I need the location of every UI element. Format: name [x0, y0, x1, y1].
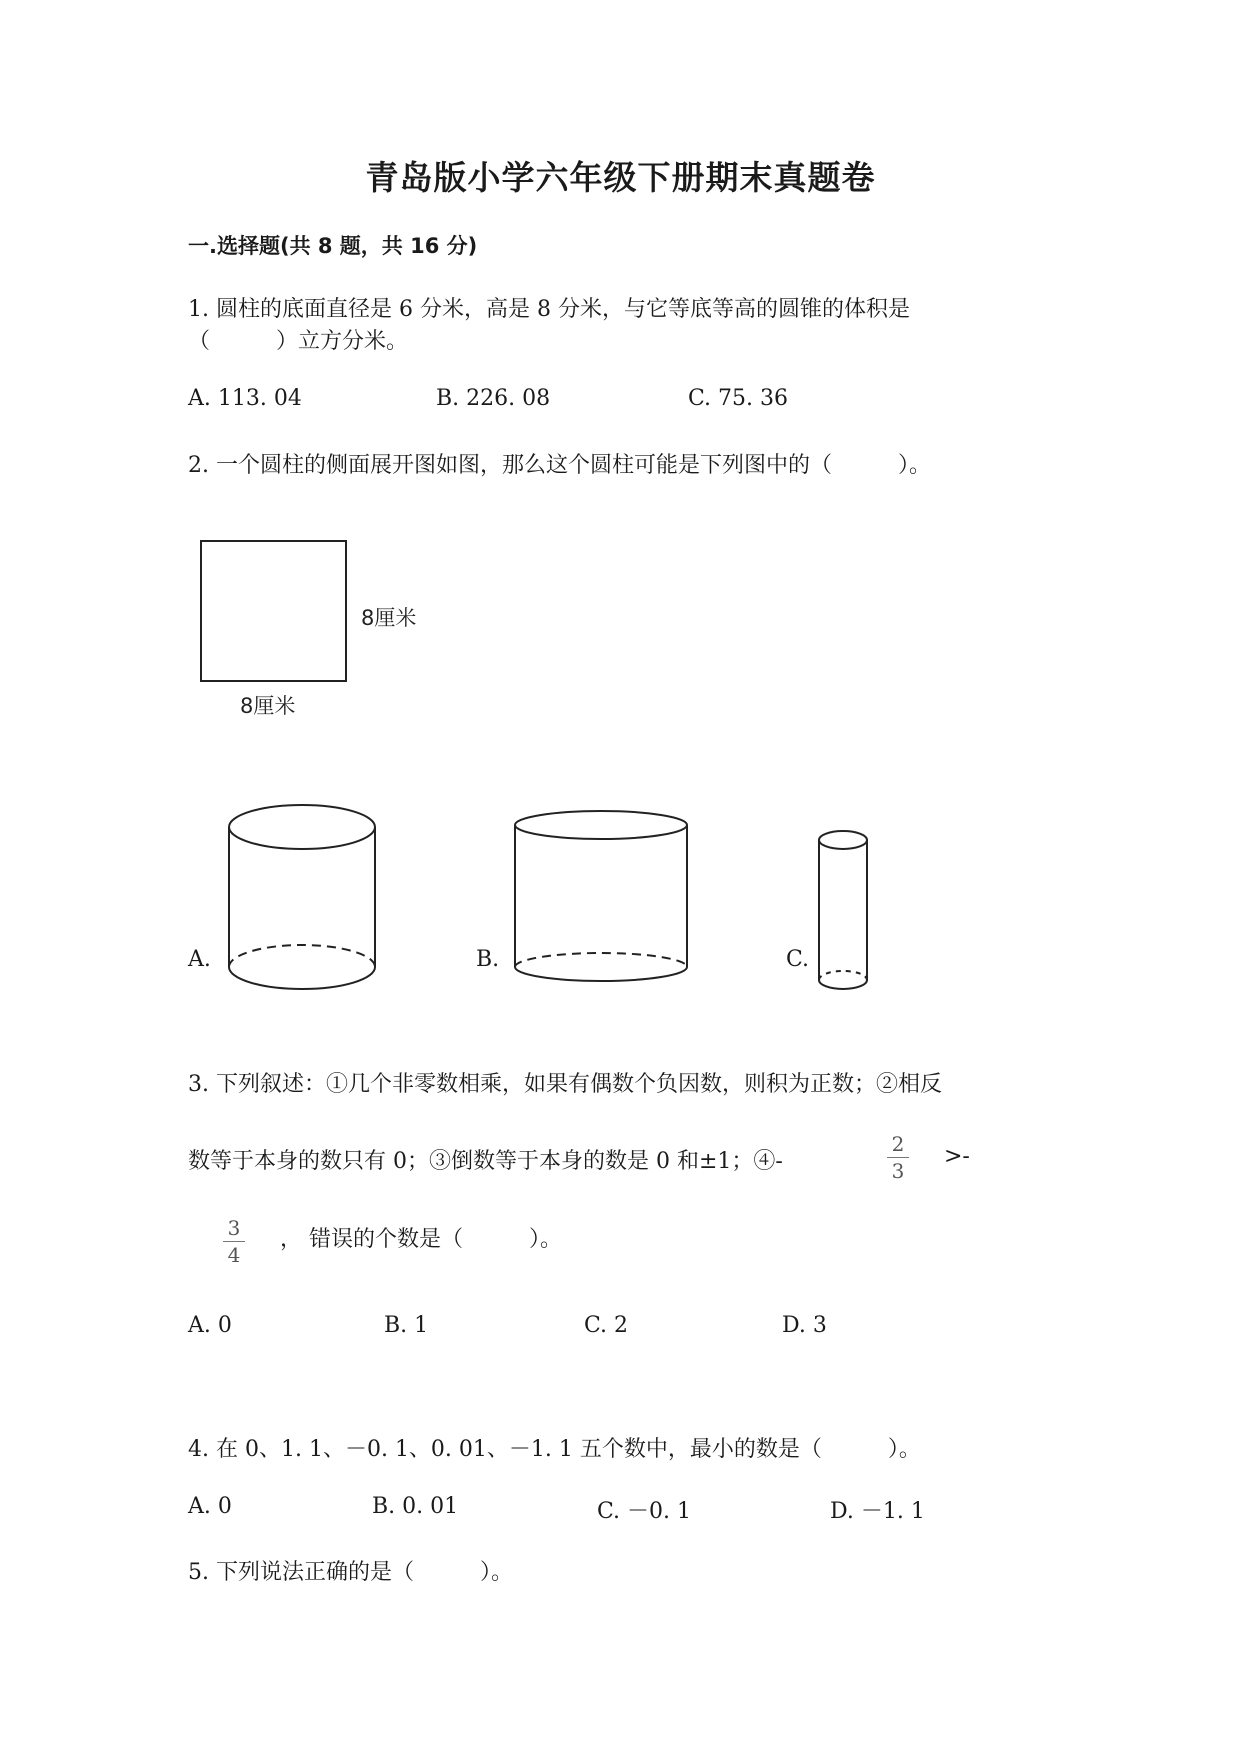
- question-4-option-b: B. 0. 01: [372, 1494, 459, 1519]
- cylinder-c: [819, 831, 867, 989]
- question-2-text: 2. 一个圆柱的侧面展开图如图，那么这个圆柱可能是下列图中的（ ）。: [188, 453, 931, 478]
- fraction-1-denominator: 3: [891, 1159, 905, 1183]
- fraction-2-numerator: 3: [227, 1216, 241, 1240]
- question-2-option-b: B.: [476, 947, 500, 972]
- fraction-2-denominator: 4: [227, 1243, 241, 1267]
- question-3-line-3: ， 错误的个数是（ ）。: [280, 1227, 562, 1252]
- question-3-option-b: B. 1: [384, 1313, 429, 1338]
- question-3-option-d: D. 3: [782, 1313, 827, 1338]
- question-2-option-a: A.: [188, 947, 211, 972]
- fraction-1-bar: [887, 1157, 909, 1158]
- question-4-option-a: A. 0: [188, 1494, 232, 1519]
- question-5-text: 5. 下列说法正确的是（ ）。: [188, 1560, 513, 1585]
- cylinder-net-square: [201, 541, 346, 681]
- fraction-1-numerator: 2: [891, 1132, 905, 1156]
- fraction-two-thirds: [883, 1132, 913, 1183]
- question-1-line-2: （ ）立方分米。: [188, 329, 409, 354]
- question-4-text: 4. 在 0、1. 1、－0. 1、0. 01、－1. 1 五个数中，最小的数是（ ）。: [188, 1437, 921, 1462]
- question-4-option-d: D. －1. 1: [830, 1499, 925, 1524]
- question-1-option-b: B. 226. 08: [436, 386, 551, 411]
- question-3-option-c: C. 2: [584, 1313, 629, 1338]
- page-title: 青岛版小学六年级下册期末真题卷: [365, 158, 876, 197]
- question-2-option-c: C.: [786, 947, 810, 972]
- question-3-line-2: 数等于本身的数只有 0；③倒数等于本身的数是 0 和±1；④-: [188, 1149, 783, 1174]
- greater-than-negative: >-: [944, 1144, 970, 1169]
- fraction-three-quarters: [219, 1216, 249, 1267]
- question-3-option-a: A. 0: [188, 1313, 232, 1338]
- section-heading: 一.选择题(共 8 题，共 16 分): [188, 234, 478, 258]
- question-1-line-1: 1. 圆柱的底面直径是 6 分米，高是 8 分米，与它等底等高的圆锥的体积是: [188, 297, 910, 322]
- net-side-label: 8厘米: [361, 606, 417, 630]
- cylinder-b: [515, 811, 687, 981]
- question-1-option-c: C. 75. 36: [688, 386, 789, 411]
- question-3-line-1: 3. 下列叙述：①几个非零数相乘，如果有偶数个负因数，则积为正数；②相反: [188, 1072, 942, 1097]
- net-bottom-label: 8厘米: [240, 694, 296, 718]
- cylinder-a: [229, 805, 375, 989]
- question-1-option-a: A. 113. 04: [188, 386, 302, 411]
- fraction-2-bar: [223, 1241, 245, 1242]
- question-4-option-c: C. －0. 1: [597, 1499, 692, 1524]
